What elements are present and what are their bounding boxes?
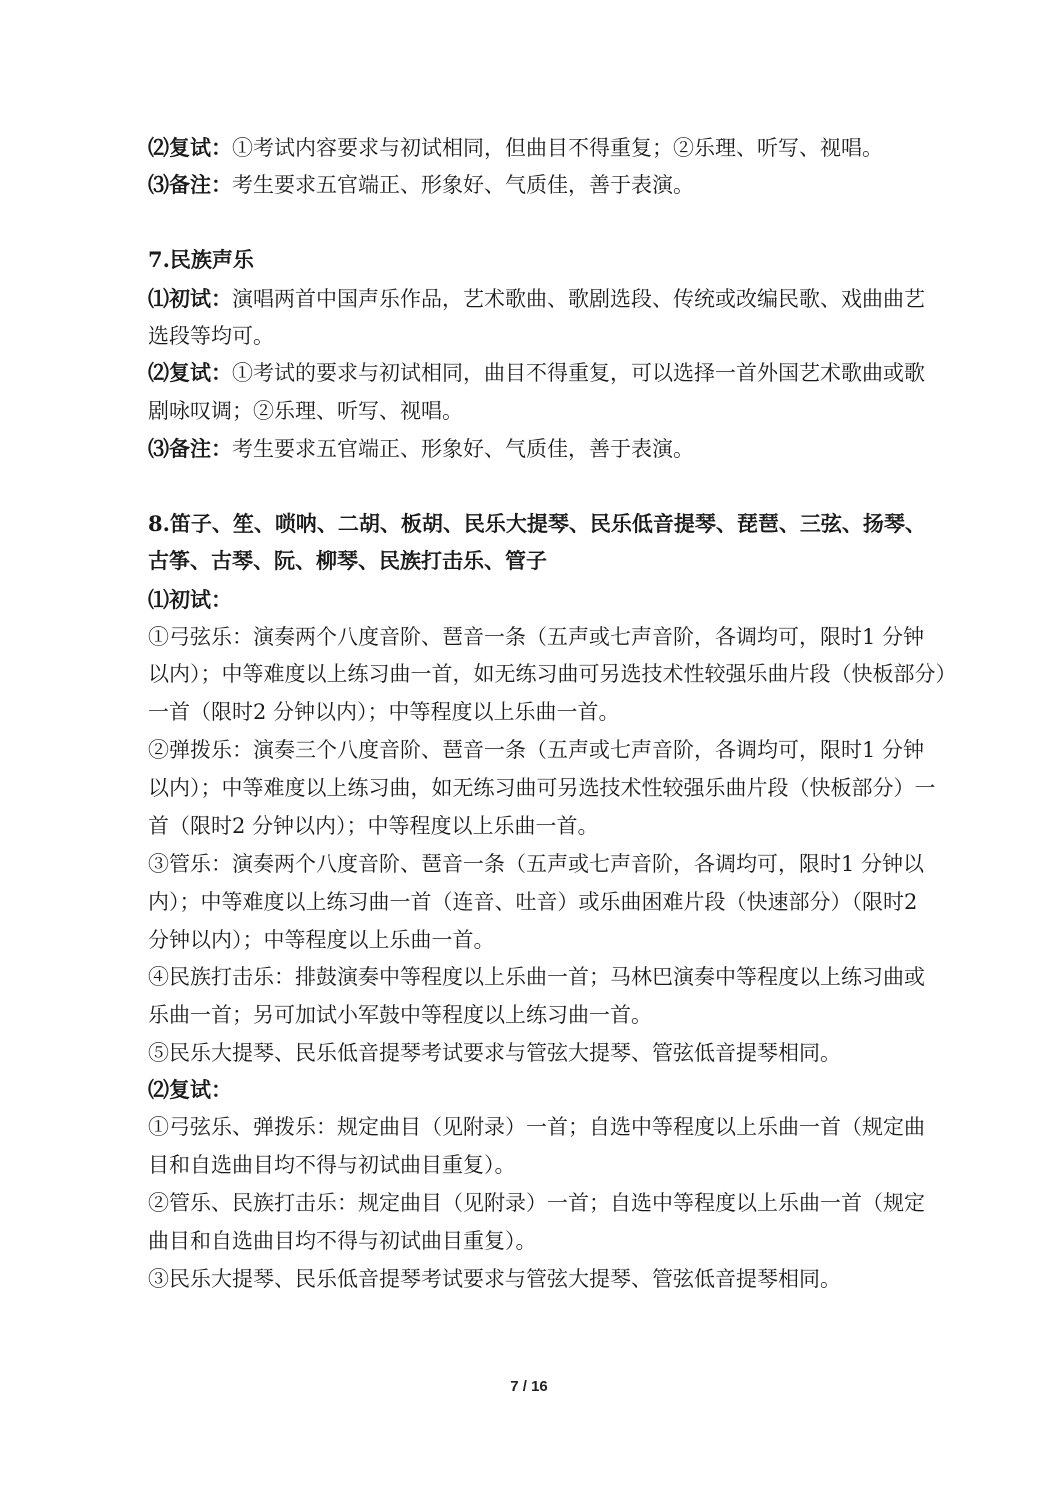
- sec7-initial-label: ⑴初试：: [148, 286, 232, 311]
- sec7-retest-text: ①考试的要求与初试相同，曲目不得重复，可以选择一首外国艺术歌曲或歌: [232, 361, 925, 385]
- sec8-initial-line: ①弓弦乐：演奏两个八度音阶、琶音一条（五声或七声音阶，各调均可，限时1 分钟: [148, 625, 925, 649]
- sec8-initial-line: 内）；中等难度以上练习曲一首（连音、吐音）或乐曲困难片段（快速部分）（限时2: [148, 890, 918, 914]
- sec8-retest-line: 曲目和自选曲目均不得与初试曲目重复）。: [148, 1229, 537, 1253]
- sec7-heading: 7.民族声乐: [148, 247, 254, 272]
- sec7-note: [148, 434, 694, 464]
- sec8-heading-line2: 古筝、古琴、阮、柳琴、民族打击乐、管子: [148, 548, 547, 573]
- sec8-initial-line: 分钟以内）；中等程度以上乐曲一首。: [148, 928, 495, 952]
- sec8-retest-line: ②管乐、民族打击乐：规定曲目（见附录）一首；自选中等程度以上乐曲一首（规定: [148, 1191, 925, 1215]
- sec7-note-label: ⑶备注：: [148, 436, 232, 461]
- sec7-initial-line2: 选段等均可。: [148, 324, 274, 348]
- sec8-retest-line: ①弓弦乐、弹拨乐：规定曲目（见附录）一首；自选中等程度以上乐曲一首（规定曲: [148, 1115, 925, 1139]
- sec8-initial-line: ②弹拨乐：演奏三个八度音阶、琶音一条（五声或七声音阶，各调均可，限时1 分钟: [148, 738, 925, 762]
- sec8-initial-line: 一首（限时2 分钟以内）；中等程度以上乐曲一首。: [148, 700, 620, 724]
- sec7-retest-line1: [148, 358, 925, 388]
- sec8-initial-line: ③管乐：演奏两个八度音阶、琶音一条（五声或七声音阶，各调均可，限时1 分钟以: [148, 852, 925, 876]
- sec7-retest-label: ⑵复试：: [148, 360, 232, 385]
- sec8-retest-line: 目和自选曲目均不得与初试曲目重复）。: [148, 1153, 516, 1177]
- sec8-heading-line1: 8.笛子、笙、唢呐、二胡、板胡、民乐大提琴、民乐低音提琴、琵琶、三弦、扬琴、: [148, 511, 926, 536]
- sec7-retest-line2: 剧咏叹调；②乐理、听写、视唱。: [148, 399, 463, 423]
- sec8-initial-line: ④民族打击乐：排鼓演奏中等程度以上乐曲一首；马林巴演奏中等程度以上练习曲或: [148, 965, 925, 989]
- sec8-initial-line: 以内）；中等难度以上练习曲一首，如无练习曲可另选技术性较强乐曲片段（快板部分）: [148, 662, 957, 686]
- sec8-initial-line: ⑤民乐大提琴、民乐低音提琴考试要求与管弦大提琴、管弦低音提琴相同。: [148, 1041, 841, 1065]
- sec6-retest-label: ⑵复试：: [148, 135, 232, 160]
- sec8-initial-label: ⑴初试：: [148, 587, 232, 612]
- sec7-note-text: 考生要求五官端正、形象好、气质佳，善于表演。: [232, 437, 694, 461]
- sec6-note-text: 考生要求五官端正、形象好、气质佳，善于表演。: [232, 173, 694, 197]
- sec7-initial-text: 演唱两首中国声乐作品，艺术歌曲、歌剧选段、传统或改编民歌、戏曲曲艺: [232, 287, 925, 311]
- sec6-retest-text: ①考试内容要求与初试相同，但曲目不得重复；②乐理、听写、视唱。: [232, 136, 883, 160]
- sec8-retest-line: ③民乐大提琴、民乐低音提琴考试要求与管弦大提琴、管弦低音提琴相同。: [148, 1267, 841, 1291]
- sec8-initial-line: 乐曲一首；另可加试小军鼓中等程度以上练习曲一首。: [148, 1003, 652, 1027]
- sec8-initial-line: 以内）；中等难度以上练习曲，如无练习曲可另选技术性较强乐曲片段（快板部分）一: [148, 776, 936, 800]
- sec7-initial-line1: [148, 284, 925, 314]
- sec6-retest: [148, 133, 883, 163]
- sec6-note: [148, 170, 694, 200]
- sec8-initial-line: 首（限时2 分钟以内）；中等程度以上乐曲一首。: [148, 814, 599, 838]
- page-number: 7 / 16: [510, 1378, 548, 1395]
- sec8-retest-label: ⑵复试：: [148, 1077, 232, 1102]
- sec6-note-label: ⑶备注：: [148, 172, 232, 197]
